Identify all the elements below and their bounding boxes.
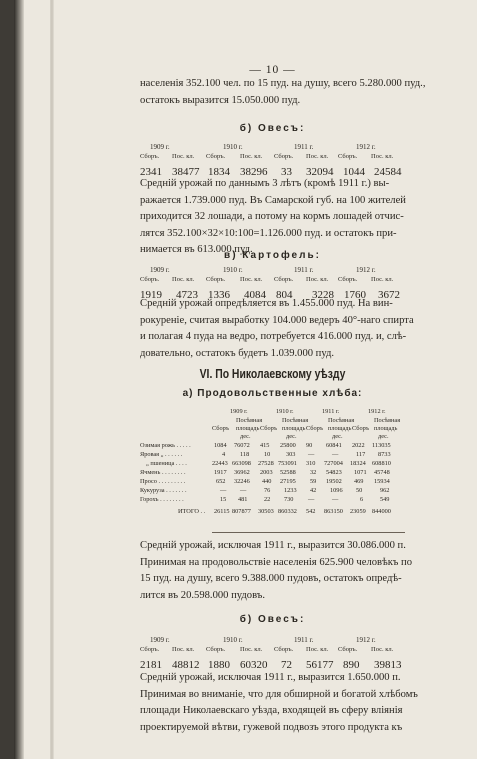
table-cell: 38477 xyxy=(172,166,200,178)
table-cell: 608810 xyxy=(372,460,391,467)
text-line: и полагая 4 пуда на ведро, потребуется 416.000 пуд. и, слѣ- xyxy=(140,331,407,342)
table-cell: — xyxy=(332,496,339,503)
total-rule xyxy=(212,532,405,533)
table-cell: 15934 xyxy=(374,478,390,485)
year-label: 1912 г. xyxy=(356,143,376,151)
header-row-2 xyxy=(140,425,405,433)
column-header: Пос. кл. xyxy=(240,646,263,653)
text-line: довательно, остатокъ будетъ 1.039.000 пуд. xyxy=(140,347,335,359)
table-cell: 753091 xyxy=(278,460,297,467)
year-row xyxy=(140,636,405,646)
oats-table-2 xyxy=(140,636,405,669)
table-cell: 2181 xyxy=(140,659,162,671)
book-page xyxy=(14,0,477,759)
column-header: площадь xyxy=(236,425,260,432)
table-cell: 48812 xyxy=(172,659,200,671)
year-label: 1911 г. xyxy=(322,408,340,415)
table-cell: 117 xyxy=(356,451,366,458)
table-cell: 22 xyxy=(264,496,271,503)
table-cell: 23059 xyxy=(350,508,366,515)
header-row-3 xyxy=(140,433,405,442)
table-cell: 59 xyxy=(310,478,317,485)
table-cell: 1919 xyxy=(140,289,162,301)
table-cell: 76 xyxy=(264,487,271,494)
column-header: Посѣвная xyxy=(328,417,355,424)
text-line: приходится 32 лошади, а потому на кормъ лошадей отчис- xyxy=(140,211,404,222)
text-line: нимается въ 613.000 пуд. xyxy=(140,244,253,255)
table-cell: 890 xyxy=(343,659,360,671)
column-header: Сборъ xyxy=(352,425,370,432)
column-header: Пос. кл. xyxy=(306,153,329,160)
year-row xyxy=(140,408,405,417)
table-cell: 26115 xyxy=(214,508,230,515)
table-cell: 32246 xyxy=(234,478,250,485)
column-header: Сборъ. xyxy=(140,153,160,160)
oats-table-1 xyxy=(140,143,405,176)
text-line: проектируемой вѣтви, гужевой подвозъ этого продукта къ xyxy=(140,721,403,733)
paragraph-3 xyxy=(140,296,414,362)
column-header-row xyxy=(140,646,405,656)
table-row xyxy=(140,460,405,469)
table-cell: 481 xyxy=(238,496,248,503)
table-cell: 113035 xyxy=(372,442,391,449)
table-cell: 4084 xyxy=(244,289,266,301)
page-number: — 10 — xyxy=(249,64,296,76)
column-header: Сборъ. xyxy=(140,276,160,283)
column-header: дес. xyxy=(332,433,343,440)
header-row-1 xyxy=(140,417,405,425)
column-header: Сборъ. xyxy=(274,276,294,283)
table-cell: 27195 xyxy=(280,478,296,485)
text-line: Средній урожай по даннымъ 3 лѣтъ (кромѣ 1911 г.) вы- xyxy=(140,178,390,189)
column-header: Сборъ. xyxy=(274,646,294,653)
table-cell: 8733 xyxy=(378,451,391,458)
text-line: рокуреніе, считая выработку 104.000 ведеръ 40°-наго спирта xyxy=(140,314,414,326)
table-cell: 24584 xyxy=(374,166,402,178)
column-header: Пос. кл. xyxy=(172,646,195,653)
row-label: Просо . . . . . . . . . xyxy=(140,478,186,485)
column-header: Пос. кл. xyxy=(306,276,329,283)
table-cell: 310 xyxy=(306,460,316,467)
table-cell: 36962 xyxy=(234,469,250,476)
column-header: Сборъ. xyxy=(338,153,358,160)
table-cell: 25800 xyxy=(280,442,296,449)
year-label: 1909 г. xyxy=(150,636,170,644)
year-label: 1909 г. xyxy=(230,408,248,415)
column-header: Пос. кл. xyxy=(306,646,329,653)
column-header: Сборъ xyxy=(260,425,278,432)
page-content xyxy=(140,0,426,759)
table-cell: 38296 xyxy=(240,166,268,178)
text-line: Принимая на продовольствіе населенія 625.900 человѣкъ по xyxy=(140,556,413,568)
column-header: Посѣвная xyxy=(236,417,263,424)
table-cell: 15 xyxy=(220,496,227,503)
table-cell: 3228 xyxy=(312,289,334,301)
table-cell: 1917 xyxy=(214,469,227,476)
column-header-row xyxy=(140,276,405,286)
row-label: ИТОГО . . xyxy=(178,508,206,515)
table-row xyxy=(140,496,405,505)
potato-table xyxy=(140,266,405,299)
table-cell: 10 xyxy=(264,451,271,458)
table-cell: 440 xyxy=(262,478,272,485)
column-header: Пос. кл. xyxy=(371,646,394,653)
table-cell: 4 xyxy=(222,451,226,458)
page-fold xyxy=(50,0,54,759)
year-label: 1912 г. xyxy=(356,266,376,274)
text-line: Средній урожай опредѣляется въ 1.455.000 пуд. На вин- xyxy=(140,298,393,309)
grain-table xyxy=(140,408,405,517)
column-header: Сборъ. xyxy=(140,646,160,653)
year-label: 1910 г. xyxy=(223,636,243,644)
column-header: дес. xyxy=(240,433,251,440)
column-header: площадь xyxy=(282,425,306,432)
column-header: Посѣвная xyxy=(282,417,309,424)
table-cell: 860332 xyxy=(278,508,297,515)
table-cell: 1336 xyxy=(208,289,230,301)
table-cell: 1071 xyxy=(354,469,367,476)
table-cell: 2003 xyxy=(260,469,273,476)
row-label: Кукуруза . . . . . . . xyxy=(140,487,187,494)
text-line: 15 пуд. на душу, всего 9.388.000 пудовъ, остатокъ опредѣ- xyxy=(140,573,402,584)
table-cell: — xyxy=(220,487,227,494)
table-cell: 72 xyxy=(281,659,292,671)
table-cell: 844000 xyxy=(372,508,391,515)
text-line: населенія 352.100 чел. по 15 пуд. на душу, всего 5.280.000 пуд., xyxy=(140,78,426,89)
column-header: дес. xyxy=(286,433,297,440)
table-cell: 3672 xyxy=(378,289,400,301)
table-cell: 4723 xyxy=(176,289,198,301)
paragraph-5 xyxy=(140,670,418,736)
table-cell: — xyxy=(240,487,247,494)
table-cell: 542 xyxy=(306,508,316,515)
column-header: Пос. кл. xyxy=(240,276,263,283)
year-label: 1911 г. xyxy=(294,636,314,644)
table-cell: 45748 xyxy=(374,469,390,476)
table-cell: 32094 xyxy=(306,166,334,178)
row-label: „ пшеница . . . . xyxy=(146,460,187,467)
text-line: площади Николаевскаго уѣзда, входящей въ сферу вліянія xyxy=(140,705,403,716)
table-cell: 1084 xyxy=(214,442,227,449)
column-header: Сборъ xyxy=(212,425,230,432)
row-label: Озимая рожь . . . . . xyxy=(140,442,191,449)
table-cell: 549 xyxy=(380,496,390,503)
table-cell: 303 xyxy=(286,451,296,458)
table-cell: 730 xyxy=(284,496,294,503)
text-line: лятся 352.100×32×10:100=1.126.000 пуд. и остатокъ при- xyxy=(140,227,397,239)
paragraph-4 xyxy=(140,538,413,604)
table-cell: 2341 xyxy=(140,166,162,178)
table-cell: 60320 xyxy=(240,659,268,671)
column-header: Сборъ. xyxy=(206,276,226,283)
table-cell: 42 xyxy=(310,487,317,494)
value-row xyxy=(140,166,405,176)
table-cell: 22443 xyxy=(212,460,228,467)
table-cell: 663098 xyxy=(232,460,251,467)
table-cell: 863150 xyxy=(324,508,343,515)
column-header: Сборъ. xyxy=(206,153,226,160)
column-header: Пос. кл. xyxy=(172,153,195,160)
year-label: 1911 г. xyxy=(294,266,314,274)
book-binding xyxy=(14,0,24,759)
column-header: дес. xyxy=(378,433,389,440)
table-cell: — xyxy=(308,451,315,458)
column-header: Посѣвная xyxy=(374,417,401,424)
paragraph-1 xyxy=(140,76,426,109)
table-cell: 52588 xyxy=(280,469,296,476)
table-cell: 962 xyxy=(380,487,390,494)
row-label: Яровая „ . . . . . . xyxy=(140,451,183,458)
oats-heading-2: б) Овесъ: xyxy=(239,614,306,625)
text-line: лится въ 20.598.000 пудовъ. xyxy=(140,589,265,601)
table-row xyxy=(140,487,405,496)
table-cell: 652 xyxy=(216,478,226,485)
table-cell: 1096 xyxy=(330,487,343,494)
table-cell: 1044 xyxy=(343,166,365,178)
chapter-heading: VI. По Николаевскому уѣзду xyxy=(199,366,346,381)
column-header: Сборъ. xyxy=(206,646,226,653)
table-cell: 60841 xyxy=(326,442,342,449)
table-cell: 39813 xyxy=(374,659,402,671)
column-header: Сборъ. xyxy=(338,276,358,283)
table-row xyxy=(140,442,405,451)
year-label: 1910 г. xyxy=(223,143,243,151)
year-label: 1910 г. xyxy=(276,408,294,415)
table-cell: 90 xyxy=(306,442,313,449)
column-header: Пос. кл. xyxy=(240,153,263,160)
potato-heading: в) Картофель: xyxy=(224,250,321,261)
column-header: площадь xyxy=(328,425,352,432)
table-cell: 19502 xyxy=(326,478,342,485)
column-header-row xyxy=(140,153,405,163)
table-cell: — xyxy=(332,451,339,458)
year-label: 1911 г. xyxy=(294,143,314,151)
table-cell: 30503 xyxy=(258,508,274,515)
year-label: 1912 г. xyxy=(368,408,386,415)
table-cell: 54823 xyxy=(326,469,342,476)
table-cell: 804 xyxy=(276,289,293,301)
column-header: Пос. кл. xyxy=(371,276,394,283)
table-row xyxy=(140,478,405,487)
text-line: Средній урожай, исключая 1911 г., выразится 1.650.000 п. xyxy=(140,672,401,683)
table-cell: — xyxy=(308,496,315,503)
table-cell: 33 xyxy=(281,166,292,178)
table-cell: 56177 xyxy=(306,659,334,671)
column-header: Пос. кл. xyxy=(172,276,195,283)
column-header: Сборъ xyxy=(306,425,324,432)
column-header: Пос. кл. xyxy=(371,153,394,160)
table-cell: 415 xyxy=(260,442,270,449)
table-cell: 27528 xyxy=(258,460,274,467)
table-cell: 118 xyxy=(240,451,250,458)
table-cell: 727004 xyxy=(324,460,343,467)
paragraph-2 xyxy=(140,176,405,259)
table-cell: 32 xyxy=(310,469,317,476)
grain-heading: а) Продовольственные хлѣба: xyxy=(182,388,363,399)
table-row xyxy=(140,469,405,478)
column-header: Сборъ. xyxy=(338,646,358,653)
table-cell: 807877 xyxy=(232,508,251,515)
value-row xyxy=(140,659,405,669)
year-row xyxy=(140,266,405,276)
year-row xyxy=(140,143,405,153)
text-line: Принимая во вниманіе, что для обширной и богатой хлѣбомъ xyxy=(140,688,418,700)
text-line: Средній урожай, исключая 1911 г., выразится 30.086.000 п. xyxy=(140,540,406,551)
table-cell: 6 xyxy=(360,496,364,503)
total-row xyxy=(140,508,405,517)
table-cell: 1760 xyxy=(344,289,366,301)
table-cell: 50 xyxy=(356,487,363,494)
table-cell: 1880 xyxy=(208,659,230,671)
table-cell: 18324 xyxy=(350,460,366,467)
table-cell: 1233 xyxy=(284,487,297,494)
row-label: Горохъ . . . . . . . . xyxy=(140,496,184,503)
year-label: 1909 г. xyxy=(150,143,170,151)
table-cell: 469 xyxy=(354,478,364,485)
year-label: 1912 г. xyxy=(356,636,376,644)
table-row xyxy=(140,451,405,460)
oats-heading-1: б) Овесъ: xyxy=(239,123,306,134)
column-header: Сборъ. xyxy=(274,153,294,160)
table-cell: 1834 xyxy=(208,166,230,178)
table-cell: 76072 xyxy=(234,442,250,449)
year-label: 1910 г. xyxy=(223,266,243,274)
row-label: Ячмень . . . . . . . . xyxy=(140,469,186,476)
year-label: 1909 г. xyxy=(150,266,170,274)
text-line: остатокъ выразится 15.050.000 пуд. xyxy=(140,94,301,106)
table-cell: 2022 xyxy=(352,442,365,449)
column-header: площадь xyxy=(374,425,398,432)
text-line: ражается 1.739.000 пуд. Въ Самарской губ. на 100 жителей xyxy=(140,194,406,206)
